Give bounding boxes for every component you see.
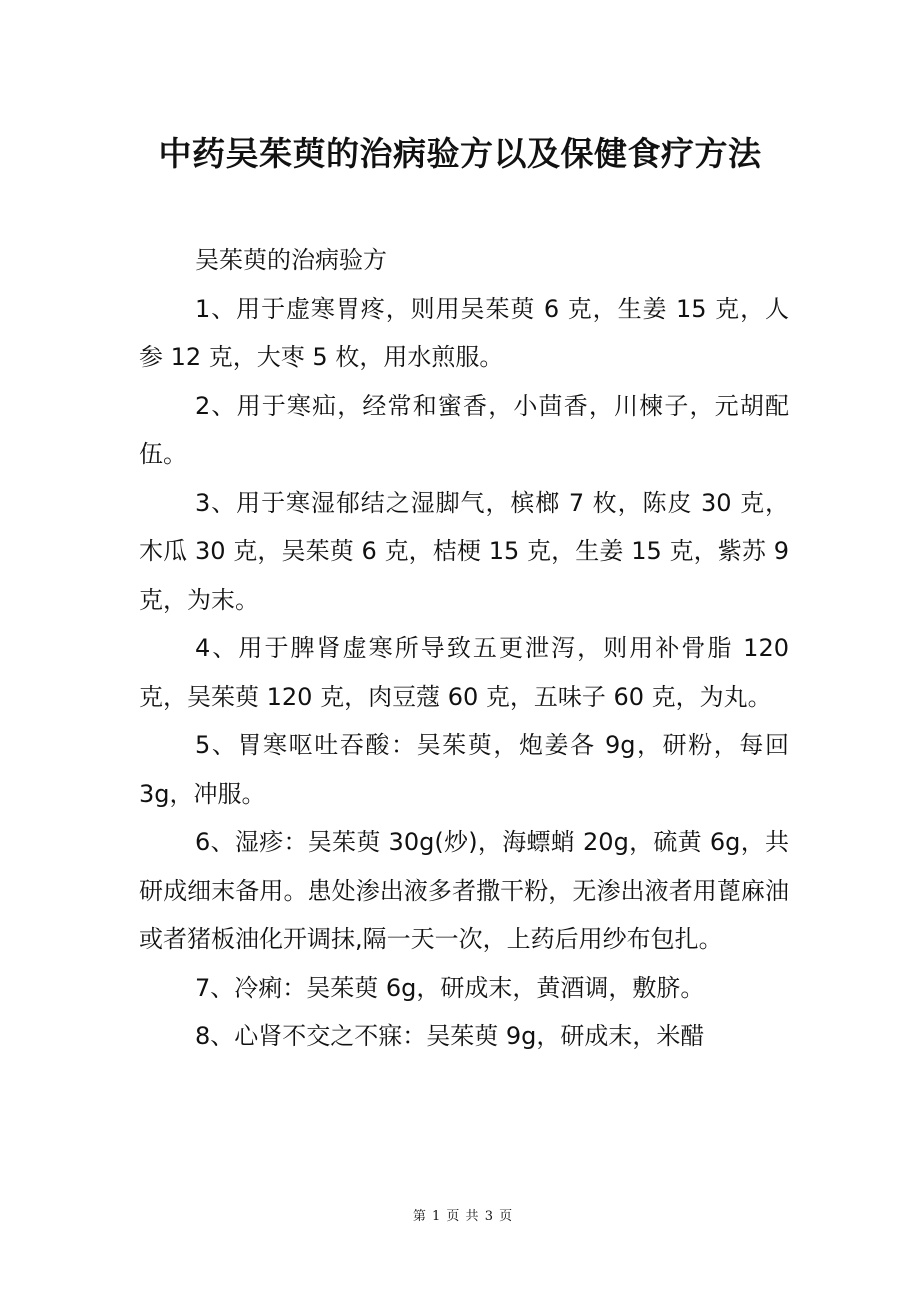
paragraph-1: 1、用于虚寒胃疼，则用吴茱萸 6 克，生姜 15 克，人参 12 克，大枣 5 枚，用水煎服。 xyxy=(139,294,789,371)
paragraph-5: 5、胃寒呕吐吞酸：吴茱萸，炮姜各 9g，研粉，每回 3g，冲服。 xyxy=(139,731,789,808)
paragraph-2: 2、用于寒疝，经常和蜜香，小茴香，川楝子，元胡配伍。 xyxy=(139,391,789,468)
document-title: 中药吴茱萸的治病验方以及保健食疗方法 xyxy=(158,134,762,173)
paragraph-6: 6、湿疹：吴茱萸 30g(炒)，海螵蛸 20g，硫黄 6g，共研成细末备用。患处渗出液多者撒干粉，无渗出液者用蓖麻油或者猪板油化开调抹,隔一天一次，上药后用纱布包扎。 xyxy=(139,828,789,953)
page-footer xyxy=(0,1207,920,1227)
paragraph-4: 4、用于脾肾虚寒所导致五更泄泻，则用补骨脂 120 克，吴茱萸 120 克，肉豆蔻 60 克，五味子 60 克，为丸。 xyxy=(139,634,789,711)
paragraph-7: 7、冷痢：吴茱萸 6g，研成末，黄酒调，敷脐。 xyxy=(195,973,705,1002)
page-number: 第 1 页 共 3 页 xyxy=(412,1209,514,1224)
document-body xyxy=(139,236,789,1061)
paragraph-8: 8、心肾不交之不寐：吴茱萸 9g，研成末，米醋 xyxy=(195,1022,705,1050)
paragraph-3: 3、用于寒湿郁结之湿脚气，槟榔 7 枚，陈皮 30 克，木瓜 30 克，吴茱萸 6 克，桔梗 15 克，生姜 15 克，紫苏 9 克，为末。 xyxy=(139,488,789,614)
section-heading: 吴茱萸的治病验方 xyxy=(195,246,387,274)
